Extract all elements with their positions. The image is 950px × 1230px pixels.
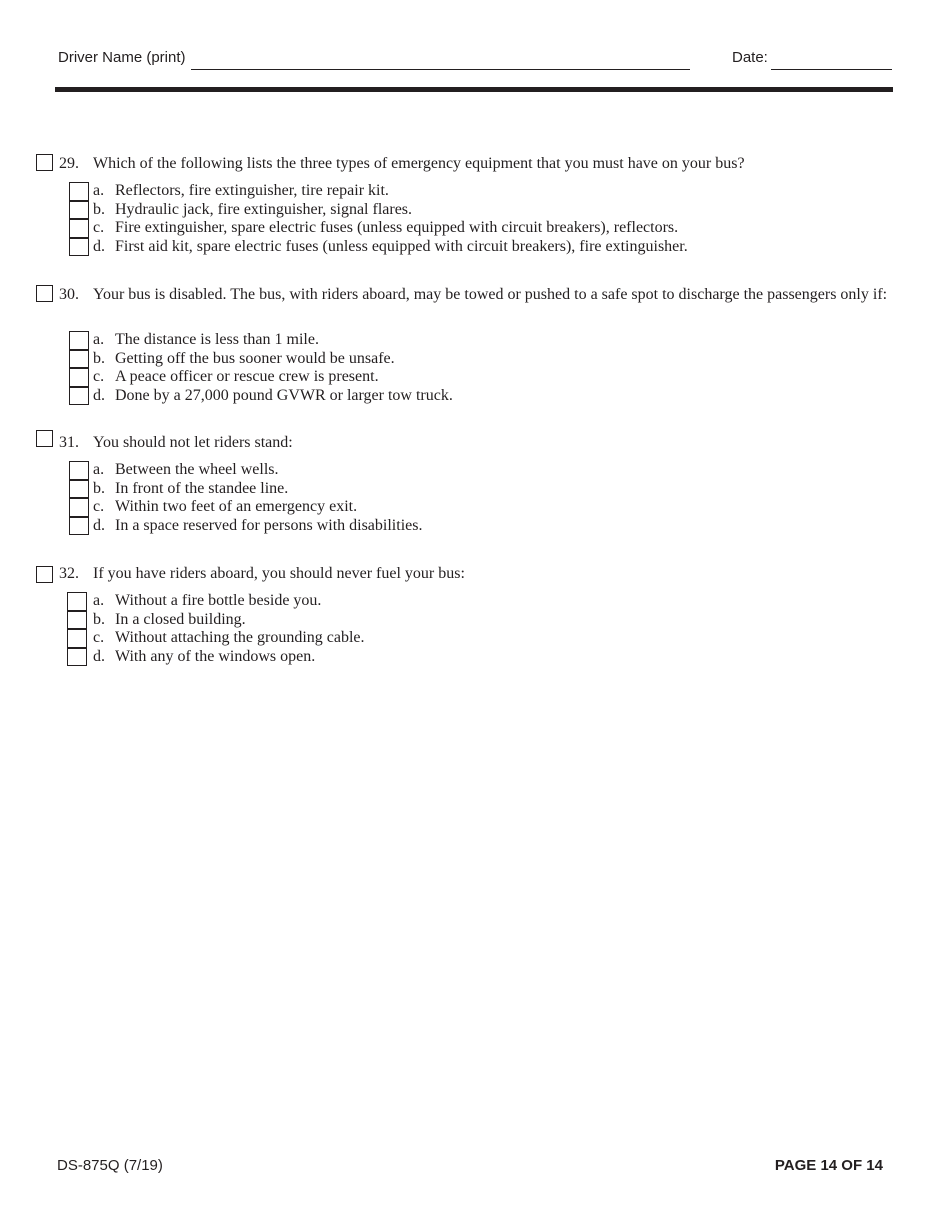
option-letter: d. — [93, 647, 105, 665]
option-text: Getting off the bus sooner would be unsafe. — [115, 349, 395, 367]
question-30-checkbox[interactable] — [36, 285, 53, 302]
option-letter: d. — [93, 386, 105, 404]
option-letter: c. — [93, 498, 105, 515]
option-c-checkbox[interactable] — [69, 219, 89, 238]
option-letter: b. — [93, 479, 105, 497]
form-id: DS-875Q (7/19) — [57, 1157, 163, 1174]
date-label: Date: — [732, 49, 768, 66]
option-text: Without attaching the grounding cable. — [115, 629, 365, 646]
question-text: Which of the following lists the three types of emergency equipment that you must have on your bus? — [93, 155, 745, 172]
option-d-checkbox[interactable] — [69, 238, 89, 257]
option-text: A peace officer or rescue crew is present. — [115, 368, 379, 385]
option-b-checkbox[interactable] — [67, 611, 87, 630]
option-letter: a. — [93, 182, 105, 199]
header-divider — [55, 87, 893, 92]
option-letter: a. — [93, 592, 105, 609]
option-c-checkbox[interactable] — [67, 629, 87, 648]
option-text: Hydraulic jack, fire extinguisher, signal flares. — [115, 200, 413, 218]
option-d-checkbox[interactable] — [69, 387, 89, 406]
option-a-checkbox[interactable] — [69, 182, 89, 201]
option-text: Fire extinguisher, spare electric fuses (unless equipped with circuit breakers), reflectors. — [115, 219, 679, 236]
question-32-checkbox[interactable] — [36, 566, 53, 583]
option-letter: b. — [93, 349, 105, 367]
option-letter: b. — [93, 610, 105, 628]
option-letter: b. — [93, 200, 105, 218]
question-number: 30. — [59, 286, 79, 303]
option-c-checkbox[interactable] — [69, 368, 89, 387]
option-text: First aid kit, spare electric fuses (unless equipped with circuit breakers), fire extinguisher. — [115, 237, 688, 255]
option-letter: d. — [93, 237, 105, 255]
question-text: You should not let riders stand: — [93, 434, 293, 451]
option-text: Between the wheel wells. — [115, 461, 279, 478]
question-text: Your bus is disabled. The bus, with riders aboard, may be towed or pushed to a safe spot to discharge the passengers only if: — [93, 286, 888, 303]
option-letter: a. — [93, 331, 105, 348]
option-text: Reflectors, fire extinguisher, tire repair kit. — [115, 182, 389, 199]
option-text: Done by a 27,000 pound GVWR or larger tow truck. — [115, 386, 453, 404]
question-text: If you have riders aboard, you should never fuel your bus: — [93, 565, 465, 582]
option-text: In front of the standee line. — [115, 479, 289, 497]
option-text: With any of the windows open. — [115, 647, 316, 665]
option-text: Without a fire bottle beside you. — [115, 592, 322, 609]
option-text: The distance is less than 1 mile. — [115, 331, 319, 348]
question-number: 31. — [59, 434, 79, 451]
option-letter: a. — [93, 461, 105, 478]
option-text: Within two feet of an emergency exit. — [115, 498, 358, 515]
option-b-checkbox[interactable] — [69, 201, 89, 220]
option-c-checkbox[interactable] — [69, 498, 89, 517]
option-b-checkbox[interactable] — [69, 480, 89, 499]
option-letter: c. — [93, 368, 105, 385]
page-number: PAGE 14 OF 14 — [774, 1157, 883, 1174]
option-a-checkbox[interactable] — [69, 461, 89, 480]
option-d-checkbox[interactable] — [67, 648, 87, 667]
driver-name-label: Driver Name (print) — [58, 49, 186, 66]
question-number: 29. — [59, 155, 79, 172]
question-number: 32. — [59, 565, 79, 582]
driver-name-field[interactable] — [191, 69, 690, 70]
question-29-checkbox[interactable] — [36, 154, 53, 171]
option-text: In a closed building. — [115, 610, 246, 628]
option-a-checkbox[interactable] — [67, 592, 87, 611]
question-31-checkbox[interactable] — [36, 430, 53, 447]
option-b-checkbox[interactable] — [69, 350, 89, 369]
option-letter: c. — [93, 219, 105, 236]
date-field[interactable] — [771, 69, 892, 70]
option-letter: d. — [93, 516, 105, 534]
option-text: In a space reserved for persons with disabilities. — [115, 516, 423, 534]
option-d-checkbox[interactable] — [69, 517, 89, 536]
option-letter: c. — [93, 629, 105, 646]
option-a-checkbox[interactable] — [69, 331, 89, 350]
